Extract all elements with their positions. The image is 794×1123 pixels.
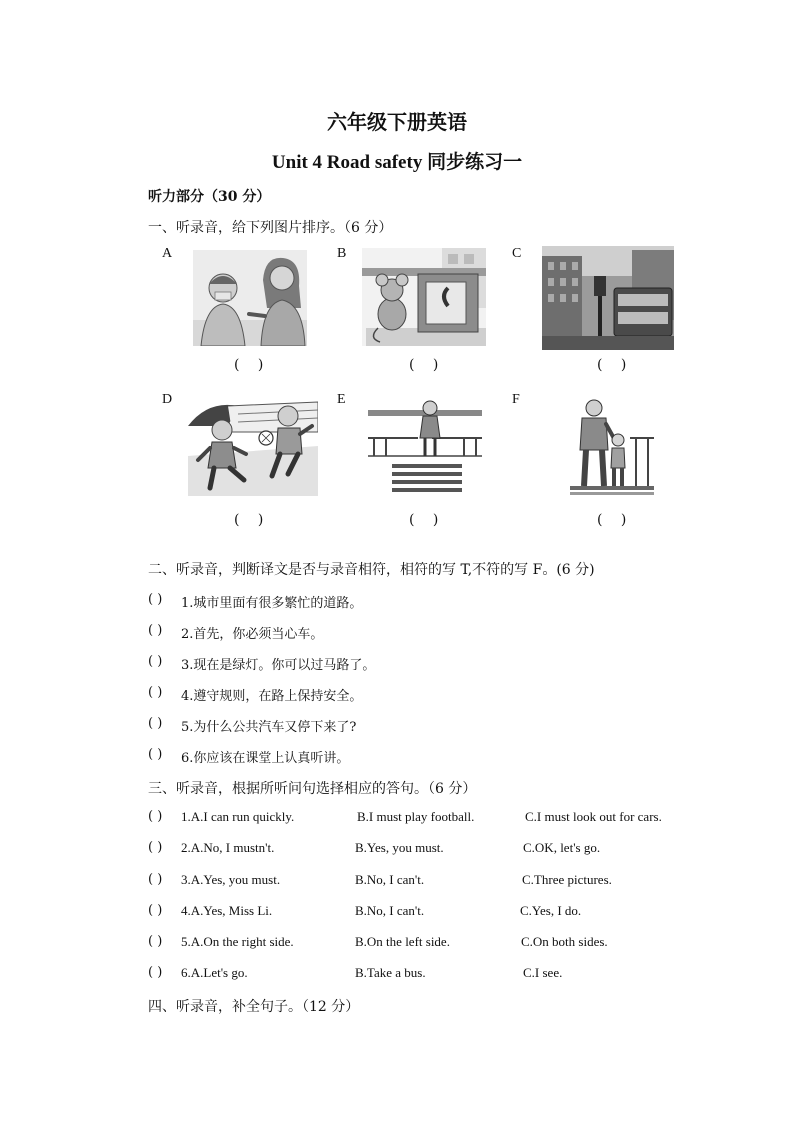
part3-option-b[interactable]: B.No, I can't.	[355, 903, 425, 918]
part3-option-a[interactable]: 3.A.Yes, you must.	[181, 872, 281, 887]
part3-option-b[interactable]: B.Yes, you must.	[355, 840, 444, 855]
girl-at-crossing-picture	[368, 398, 482, 492]
answer-blank-d[interactable]: ( )	[234, 512, 264, 528]
part3-blank-3[interactable]: ( )	[148, 872, 163, 887]
part3-option-c[interactable]: C.OK, let's go.	[523, 840, 601, 855]
part2-blank-1[interactable]: ( )	[148, 592, 163, 607]
part3-option-c[interactable]: C.I see.	[523, 965, 563, 980]
part3-blank-6[interactable]: ( )	[148, 965, 163, 980]
part4-heading: 四、听录音，补全句子。（12 分）	[148, 999, 360, 1015]
listening-header: 听力部分（30 分）	[148, 189, 271, 205]
answer-blank-e[interactable]: ( )	[409, 512, 439, 528]
part3-option-a[interactable]: 1.A.I can run quickly.	[181, 809, 295, 824]
part2-item-5: 5.为什么公共汽车又停下来了?	[181, 720, 357, 735]
boys-playing-football-picture	[188, 396, 318, 496]
part3-option-a[interactable]: 2.A.No, I mustn't.	[181, 840, 275, 855]
part2-item-3: 3.现在是绿灯。你可以过马路了。	[181, 658, 376, 673]
part2-blank-2[interactable]: ( )	[148, 623, 163, 638]
part2-item-2: 2.首先，你必须当心车。	[181, 627, 324, 642]
part2-blank-6[interactable]: ( )	[148, 747, 163, 762]
part3-blank-4[interactable]: ( )	[148, 903, 163, 918]
part3-option-c[interactable]: C.Three pictures.	[522, 872, 612, 887]
part3-blank-5[interactable]: ( )	[148, 934, 163, 949]
part2-blank-3[interactable]: ( )	[148, 654, 163, 669]
father-and-child-picture	[570, 398, 654, 498]
image-letter-d: D	[162, 392, 173, 407]
page-title: 六年级下册英语	[327, 110, 467, 134]
part3-option-b[interactable]: B.Take a bus.	[355, 965, 426, 980]
page-subtitle: Unit 4 Road safety 同步练习一	[271, 152, 523, 173]
part3-option-b[interactable]: B.On the left side.	[355, 934, 450, 949]
part3-option-c[interactable]: C.On both sides.	[521, 934, 608, 949]
image-letter-a: A	[162, 246, 173, 261]
part3-option-a[interactable]: 6.A.Let's go.	[181, 965, 248, 980]
part3-option-c[interactable]: C.Yes, I do.	[520, 903, 582, 918]
image-letter-f: F	[512, 392, 520, 407]
part2-item-4: 4.遵守规则，在路上保持安全。	[181, 689, 363, 704]
answer-blank-c[interactable]: ( )	[597, 357, 627, 373]
part3-option-b[interactable]: B.No, I can't.	[355, 872, 425, 887]
part3-option-b[interactable]: B.I must play football.	[357, 809, 475, 824]
city-street-bus-picture	[542, 246, 674, 350]
answer-blank-f[interactable]: ( )	[597, 512, 627, 528]
image-letter-b: B	[337, 246, 347, 261]
part3-heading: 三、听录音，根据所听问句选择相应的答句。（6 分）	[148, 781, 477, 797]
image-letter-e: E	[337, 392, 346, 407]
image-letter-c: C	[512, 246, 522, 261]
part3-blank-1[interactable]: ( )	[148, 809, 163, 824]
answer-blank-a[interactable]: ( )	[234, 357, 264, 373]
part2-heading: 二、听录音，判断译文是否与录音相符，相符的写 T,不符的写 F。(6 分)	[148, 562, 595, 578]
part3-blank-2[interactable]: ( )	[148, 840, 163, 855]
answer-blank-b[interactable]: ( )	[409, 357, 439, 373]
part2-item-6: 6.你应该在课堂上认真听讲。	[181, 751, 350, 766]
part2-item-1: 1.城市里面有很多繁忙的道路。	[181, 596, 363, 611]
part3-option-c[interactable]: C.I must look out for cars.	[525, 809, 662, 824]
part1-heading: 一、听录音，给下列图片排序。（6 分）	[148, 220, 393, 236]
part2-blank-5[interactable]: ( )	[148, 716, 163, 731]
teacher-and-boy-picture	[193, 250, 307, 346]
part3-option-a[interactable]: 5.A.On the right side.	[181, 934, 294, 949]
mouse-at-phone-booth-picture	[362, 248, 486, 346]
part2-blank-4[interactable]: ( )	[148, 685, 163, 700]
part3-option-a[interactable]: 4.A.Yes, Miss Li.	[181, 903, 273, 918]
